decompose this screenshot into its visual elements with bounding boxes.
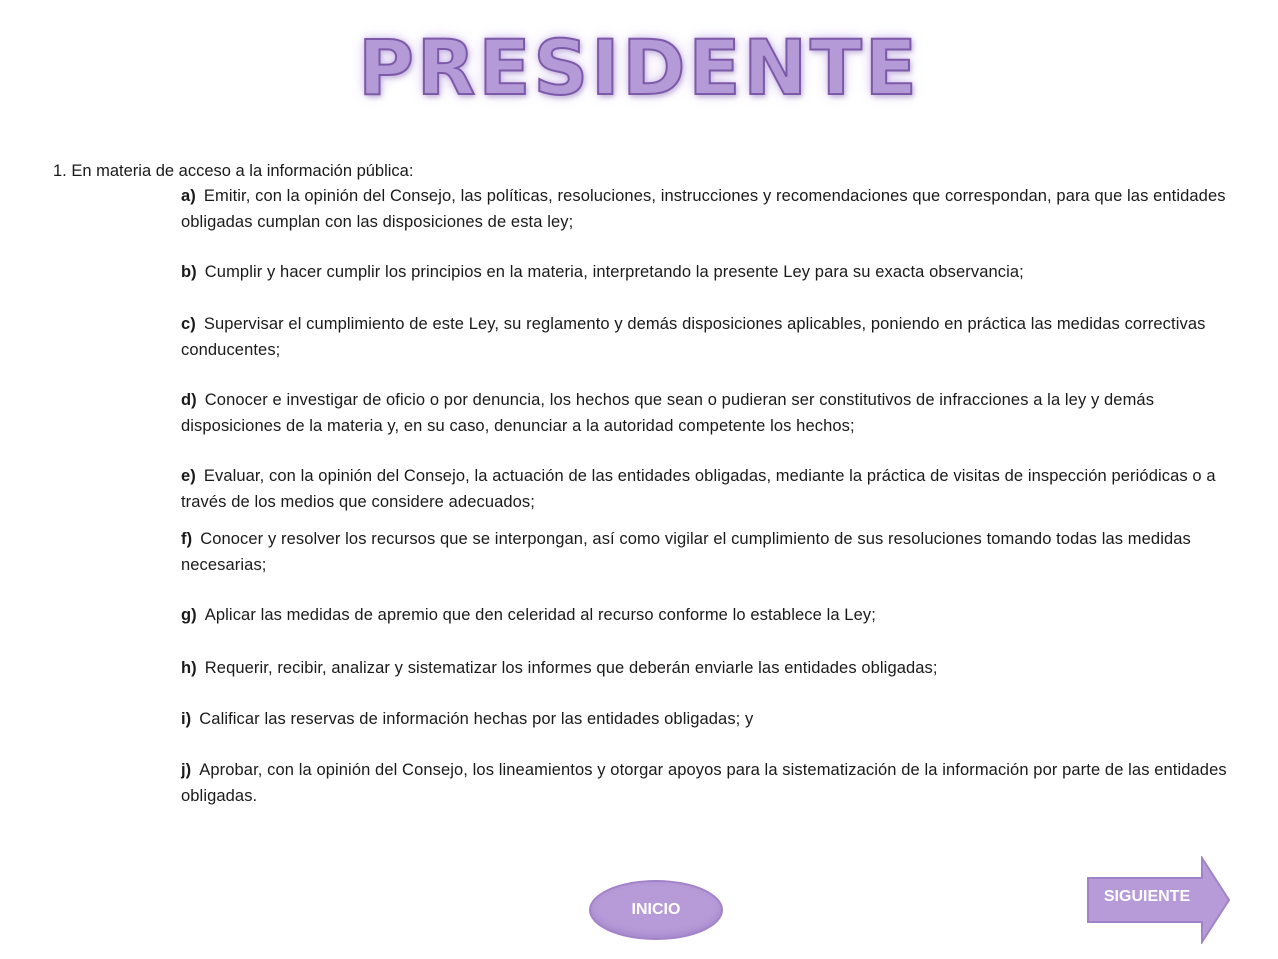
inicio-button[interactable]: INICIO [589, 880, 723, 940]
list-item [181, 706, 1239, 732]
list-item [181, 463, 1239, 515]
item-text: Conocer y resolver los recursos que se interpongan, así como vigilar el cumplimiento de sus resoluciones tomando todas las medidas necesarias; [181, 530, 1191, 574]
item-letter: j) [181, 761, 192, 779]
item-letter: d) [181, 391, 197, 409]
list-item [181, 311, 1239, 363]
item-letter: a) [181, 187, 196, 205]
list-item [181, 602, 1239, 628]
item-letter: f) [181, 530, 193, 548]
siguiente-label: SIGUIENTE [1103, 888, 1191, 905]
item-letter: e) [181, 467, 196, 485]
item-text: Cumplir y hacer cumplir los principios en la materia, interpretando la presente Ley para su exacta observancia; [204, 263, 1024, 281]
item-text: Supervisar el cumplimiento de este Ley, su reglamento y demás disposiciones aplicables, poniendo en práctica las medidas correctivas conducentes; [181, 315, 1206, 359]
item-text: Aprobar, con la opinión del Consejo, los lineamientos y otorgar apoyos para la sistematización de la información por parte de las entidades obligadas. [181, 761, 1227, 805]
list-item [181, 526, 1239, 578]
list-item [181, 757, 1239, 809]
list-item [181, 387, 1239, 439]
item-letter: b) [181, 263, 197, 281]
item-text: Conocer e investigar de oficio o por denuncia, los hechos que sean o pudieran ser constitutivos de infracciones a la ley y demás disposiciones de la materia y, en su caso, denunciar a la autoridad competente los hechos; [181, 391, 1155, 435]
item-text: Requerir, recibir, analizar y sistematizar los informes que deberán enviarle las entidades obligadas; [204, 659, 938, 677]
item-text: Emitir, con la opinión del Consejo, las políticas, resoluciones, instrucciones y recomendaciones que correspondan, para que las entidades obligadas cumplan con las disposiciones de esta ley; [181, 187, 1226, 231]
item-letter: i) [181, 710, 192, 728]
section-intro: 1. En materia de acceso a la información pública: [53, 162, 414, 180]
item-text: Evaluar, con la opinión del Consejo, la actuación de las entidades obligadas, mediante la práctica de visitas de inspección periódicas o a través de los medios que considere adecuados; [181, 467, 1216, 511]
list-item [181, 259, 1239, 285]
item-letter: h) [181, 659, 197, 677]
item-text: Aplicar las medidas de apremio que den celeridad al recurso conforme lo establece la Ley; [204, 606, 876, 624]
list-item [181, 655, 1239, 681]
siguiente-button[interactable] [1086, 856, 1232, 944]
page-title: PRESIDENTE [358, 23, 920, 112]
item-letter: c) [181, 315, 196, 333]
list-item [181, 183, 1239, 235]
item-letter: g) [181, 606, 197, 624]
item-text: Calificar las reservas de información hechas por las entidades obligadas; y [199, 710, 754, 728]
